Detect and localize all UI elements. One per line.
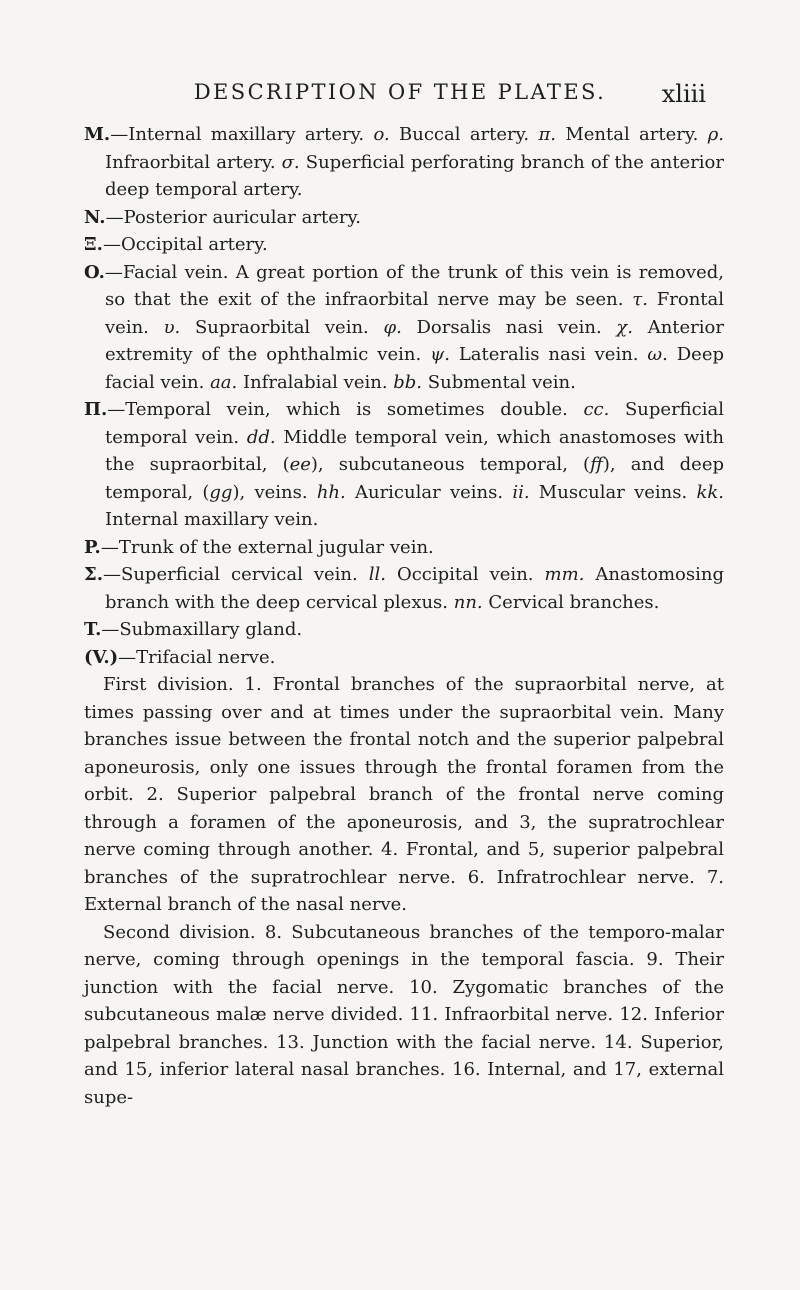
legend-entry [84,396,724,534]
reference-letter: σ. [281,151,300,173]
entry-text: Superficial perforating branch of the anterior deep temporal artery. [105,151,725,200]
reference-letter: υ. [163,316,181,338]
page-number: xliii [661,80,706,108]
entry-text: Mental artery. [556,124,708,145]
reference-letter: kk. [696,481,724,503]
entry-text: Infraorbital artery. [105,151,282,173]
entry-key: M. [84,124,111,145]
entry-text: Auricular veins. [345,481,513,503]
legend-entry [84,644,724,672]
entry-text: Internal maxillary vein. [105,509,319,530]
entry-key: (V.) [84,646,119,668]
reference-letter: χ. [616,316,634,338]
reference-letter: aa. [210,371,238,393]
entry-text: Superficial temporal vein. [105,399,725,448]
reference-letter: ee [289,454,311,475]
entry-text: —Internal maxillary artery. [110,124,374,145]
entry-text: —Trifacial nerve. [118,646,276,668]
entry-key: Σ. [84,564,103,585]
entry-text: Anastomosing branch with the deep cervical plexus. [105,564,724,613]
legend-entry [84,259,724,397]
reference-letter: π. [538,124,557,145]
entry-text: Muscular veins. [529,481,697,503]
entry-text: Buccal artery. [389,124,539,145]
entry-text: Dorsalis nasi vein. [401,316,617,338]
reference-letter: τ. [632,289,648,310]
entry-text: ), and deep temporal, ( [105,454,725,503]
entry-key: N. [84,206,106,228]
reference-letter: ψ. [430,344,450,365]
running-header [0,80,800,114]
legend-entry [84,534,724,562]
nerve-description [84,671,724,1111]
entry-text: —Trunk of the external jugular vein. [100,536,434,558]
entry-key: P. [84,536,101,558]
entry-text: Lateralis nasi vein. [449,344,648,365]
reference-letter: ω. [647,344,668,365]
entry-text: Infralabial vein. [237,371,394,393]
entry-text: —Temporal vein, which is sometimes double. [107,399,584,420]
reference-letter: cc. [583,399,610,420]
entry-text: —Facial vein. A great portion of the trunk of this vein is removed, so that the exit of the infraorbital nerve may be seen. [104,261,724,310]
reference-letter: ff [590,454,603,475]
entry-text: Submental vein. [422,371,576,393]
reference-letter: hh. [316,481,346,503]
reference-letter: nn. [453,591,483,613]
entry-key: Ξ. [84,234,103,255]
entry-key: O. [84,261,105,283]
page-body [84,121,724,1111]
entry-text: —Submaxillary gland. [101,619,303,640]
entry-text: Anterior extremity of the ophthalmic vein. [105,316,724,365]
legend-entries [84,121,724,671]
entry-text: Deep facial vein. [105,344,724,393]
reference-letter: mm. [544,564,585,585]
reference-letter: dd. [246,426,276,448]
entry-text: Cervical branches. [482,591,660,613]
legend-entry [84,121,724,204]
reference-letter: gg [209,481,233,503]
entry-text: Occipital vein. [385,564,545,585]
entry-text: —Posterior auricular artery. [105,206,361,228]
entry-text: Supraorbital vein. [180,316,384,338]
paragraph: First division. 1. Frontal branches of the supraorbital nerve, at times passing over and at times under the supraorbital vein. Many branches issue between the frontal notch and the superior palpebral aponeurosis, only one issues through the frontal foramen from the orbit. 2. Superior palpebral branch of the frontal nerve coming through a foramen of the aponeurosis, and 3, the supratrochlear nerve coming through another. 4. Frontal, and 5, superior palpebral branches of the supratrochlear nerve. 6. Infratrochlear nerve. 7. External branch of the nasal nerve. [84,674,724,915]
entry-key: T. [84,619,102,640]
reference-letter: ii. [512,481,530,503]
legend-entry [84,616,724,644]
legend-entry [84,561,724,616]
legend-entry [84,204,724,232]
reference-letter: bb. [393,371,423,393]
legend-entry [84,231,724,259]
running-title: DESCRIPTION OF THE PLATES. [193,80,607,104]
entry-text: Middle temporal vein, which anastomoses with the supraorbital, ( [105,426,724,475]
reference-letter: o. [373,124,390,145]
reference-letter: ρ. [707,124,724,145]
entry-text: ), veins. [232,481,317,503]
paragraph: Second division. 8. Subcutaneous branches of the temporo-malar nerve, coming through openings in the temporal fascia. 9. Their junction with the facial nerve. 10. Zygomatic branches of the subcutaneous malæ nerve divided. 11. Infraorbital nerve. 12. Inferior palpebral branches. 13. Junction with the facial nerve. 14. Superior, and 15, inferior lateral nasal branches. 16. Internal, and 17, external supe- [84,921,724,1108]
entry-text: ), subcutaneous temporal, ( [310,454,591,475]
reference-letter: ll. [368,564,386,585]
entry-text: —Occipital artery. [102,234,268,255]
entry-text: —Superficial cervical vein. [103,564,369,585]
entry-text: Frontal vein. [105,289,725,338]
entry-key: Π. [84,399,108,420]
reference-letter: φ. [383,316,402,338]
